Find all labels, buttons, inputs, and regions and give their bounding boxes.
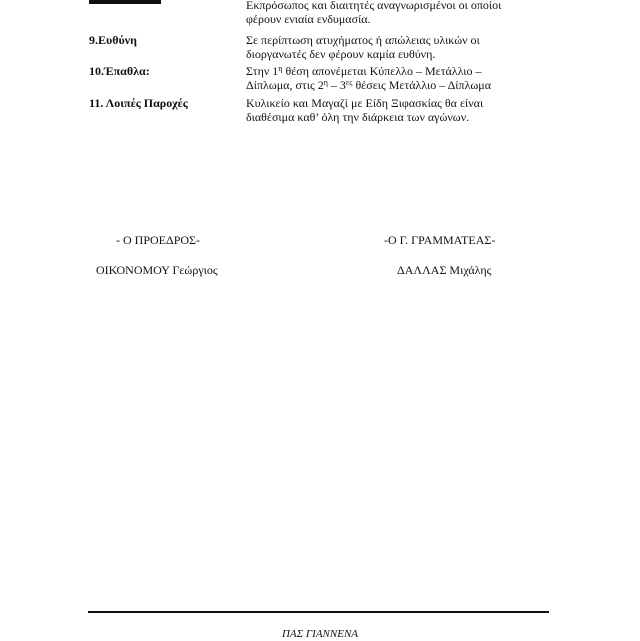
section-liability-line-1: Σε περίπτωση ατυχήματος ή απώλειας υλικών οι [246,33,480,47]
section-prizes-label: 10.Έπαθλα: [89,64,150,78]
section-amenities-line-1: Κυλικείο και Μαγαζί με Είδη Ξιφασκίας θα είναι [246,96,484,110]
president-name: ΟΙΚΟΝΟΜΟΥ Γεώργιος [96,263,218,277]
prizes-text-part: – 3 [327,78,346,92]
prizes-superscript: ες [345,78,353,87]
prizes-text-part: Δίπλωμα, στις 2 [246,78,324,92]
section-liability-text [246,33,546,61]
section-prizes-line-2 [246,78,546,92]
section-prev-line-1: Εκπρόσωπος και διαιτητές αναγνωρισμένοι οι οποίοι [246,0,502,12]
president-title: - Ο ΠΡΟΕΔΡΟΣ- [116,233,201,247]
prizes-text-part: θέσεις Μετάλλιο – Δίπλωμα [352,78,492,92]
section-amenities-label: 11. Λοιπές Παροχές [89,96,188,110]
prizes-text-part: θέση απονέμεται Κύπελλο – Μετάλλιο – [282,64,482,78]
section-prizes-line-1 [246,64,546,78]
prizes-superscript: η [323,78,328,87]
secretary-title: -Ο Γ. ΓΡΑΜΜΑΤΕΑΣ- [384,233,496,247]
section-amenities-line-2: διαθέσιμα καθ’ όλη την διάρκεια των αγώνων. [246,110,470,124]
section-prizes-text [246,64,546,92]
secretary-name: ΔΑΛΛΑΣ Μιχάλης [397,263,492,277]
section-liability-line-2: διοργανωτές δεν φέρουν καμία ευθύνη. [246,47,436,61]
prizes-text-part: Στην 1 [246,64,279,78]
footer-club-name: ΠΑΣ ΓΙΑΝΝΕΝΑ [281,628,359,640]
section-prev-label [89,0,161,12]
section-liability-label: 9.Ευθύνη [89,33,137,47]
section-prev-text [246,0,546,26]
section-prev-line-2: φέρουν ενιαία ενδυμασία. [246,12,371,26]
section-amenities-text [246,96,546,124]
prizes-superscript: η [278,64,283,73]
footer-divider [88,611,549,613]
